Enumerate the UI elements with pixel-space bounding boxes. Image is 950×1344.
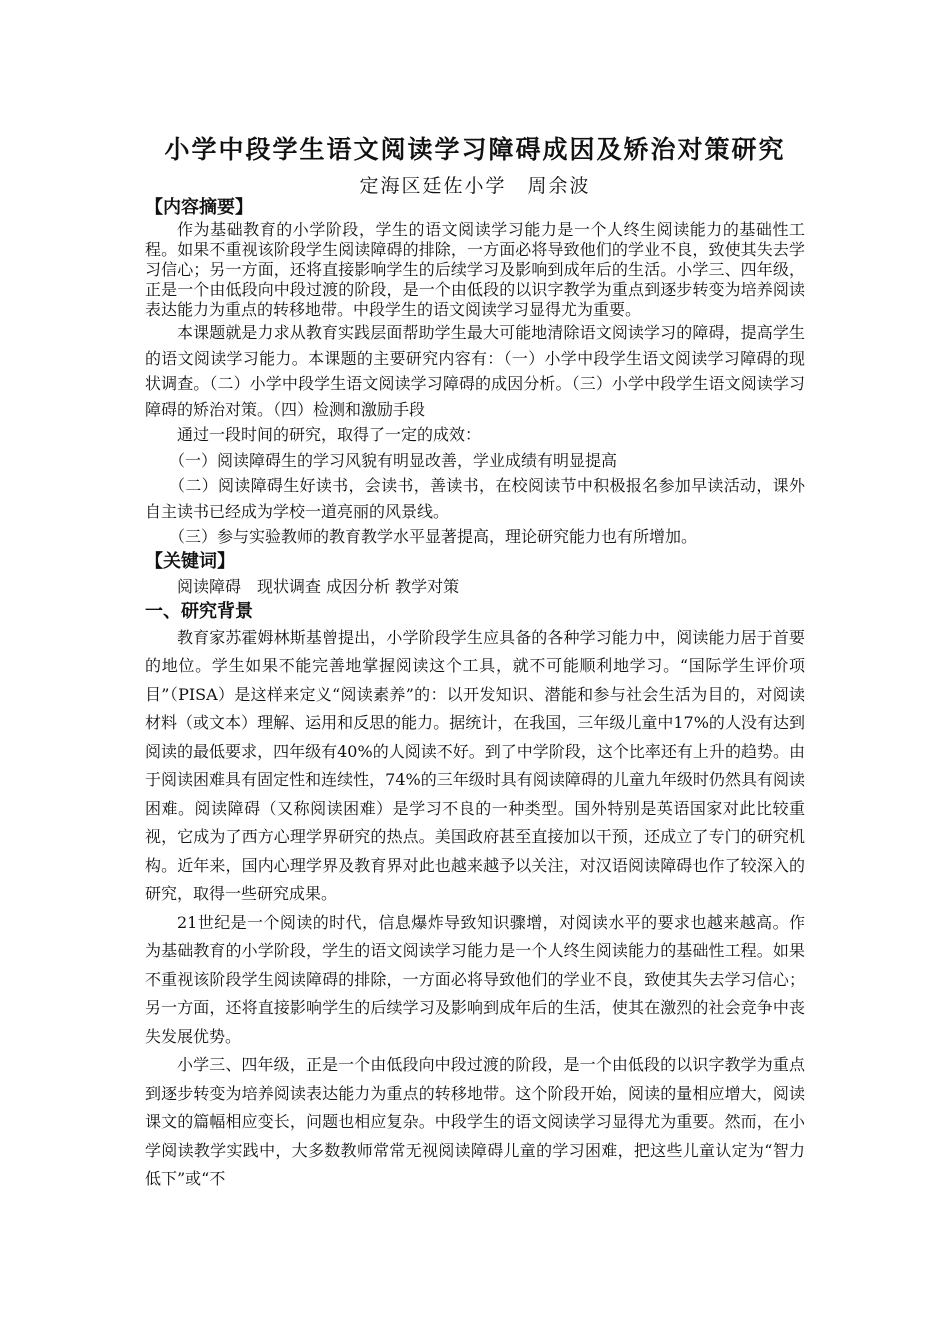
section-paragraph: 教育家苏霍姆林斯基曾提出，小学阶段学生应具备的各种学习能力中，阅读能力居于首要的地位。学生如果不能完善地掌握阅读这个工具，就不可能顺利地学习。“国际学生评价项目”（PISA）是这样来定义“阅读素养”的：以开发知识、潜能和参与社会生活为目的，对阅读材料（或文本）理解、运用和反思的能力。据统计，在我国，三年级儿童中17%的人没有达到阅读的最低要求，四年级有40%的人阅读不好。到了中学阶段，这个比率还有上升的趋势。由于阅读困难具有固定性和连续性，74%的三年级时具有阅读障碍的儿童九年级时仍然具有阅读困难。阅读障碍（又称阅读困难）是学习不良的一种类型。国外特别是英语国家对此比较重视，它成为了西方心理学界研究的热点。美国政府甚至直接加以干预，还成立了专门的研究机构。近年来，国内心理学界及教育界对此也越来越予以关注，对汉语阅读障碍也作了较深入的研究，取得一些研究成果。	[145, 627, 805, 903]
document-body	[145, 196, 805, 1194]
abstract-heading: 【内容摘要】	[145, 197, 253, 218]
document-author: 定海区廷佐小学 周余波	[359, 175, 591, 197]
section-body	[145, 624, 805, 1194]
document-title: 小学中段学生语文阅读学习障碍成因及矫治对策研究	[164, 135, 786, 164]
abstract-paragraph: 作为基础教育的小学阶段，学生的语文阅读学习能力是一个人终生阅读能力的基础性工程。如果不重视该阶段学生阅读障碍的排除，一方面必将导致他们的学业不良，致使其失去学习信心；另一方面，还将直接影响学生的后续学习及影响到成年后的生活。小学三、四年级，正是一个由低段向中段过渡的阶段，是一个由低段的以识字教学为重点到逐步转变为培养阅读表达能力为重点的转移地带。中段学生的语文阅读学习显得尤为重要。	[145, 220, 805, 319]
keywords-heading: 【关键词】	[145, 550, 235, 572]
result-item: （三）参与实验教师的教育教学水平显著提高，理论研究能力也有所增加。	[169, 527, 698, 546]
result-item: （一）阅读障碍生的学习风貌有明显改善，学业成绩有明显提高	[169, 450, 618, 470]
result-item: （二）阅读障碍生好读书，会读书，善读书，在校阅读节中积极报名参加早读活动，课外自主读书已经成为学校一道亮丽的风景线。	[145, 476, 805, 521]
abstract-first-paragraph	[145, 220, 805, 320]
abstract-paragraph: 通过一段时间的研究，取得了一定的成效：	[177, 425, 482, 444]
section-paragraph: 小学三、四年级，正是一个由低段向中段过渡的阶段，是一个由低段的以识字教学为重点到逐步转变为培养阅读表达能力为重点的转移地带。这个阶段开始，阅读的量相应增大，阅读课文的篇幅相应变长，问题也相应复杂。中段学生的语文阅读学习显得尤为重要。然而，在小学阅读教学实践中，大多数教师常常无视阅读障碍儿童的学习困难，把这些儿童认定为“智力低下”或“不	[145, 1055, 805, 1188]
abstract-paragraph: 本课题就是力求从教育实践层面帮助学生最大可能地清除语文阅读学习的障碍，提高学生的语文阅读学习能力。本课题的主要研究内容有：（一）小学中段学生语文阅读学习障碍的现状调查。（二）小学中段学生语文阅读学习障碍的成因分析。（三）小学中段学生语文阅读学习障碍的矫治对策。（四）检测和激励手段	[145, 323, 805, 419]
abstract-body	[145, 320, 805, 550]
section-heading: 一、研究背景	[145, 600, 253, 622]
keywords-text: 阅读障碍 现状调查 成因分析 教学对策	[177, 576, 460, 596]
section-paragraph: 21世纪是一个阅读的时代，信息爆炸导致知识骤增，对阅读水平的要求也越来越高。作为基础教育的小学阶段，学生的语文阅读学习能力是一个人终生阅读能力的基础性工程。如果不重视该阶段学生阅读障碍的排除，一方面必将导致他们的学业不良，致使其失去学习信心；另一方面，还将直接影响学生的后续学习及影响到成年后的生活，使其在激烈的社会竞争中丧失发展优势。	[145, 912, 805, 1046]
